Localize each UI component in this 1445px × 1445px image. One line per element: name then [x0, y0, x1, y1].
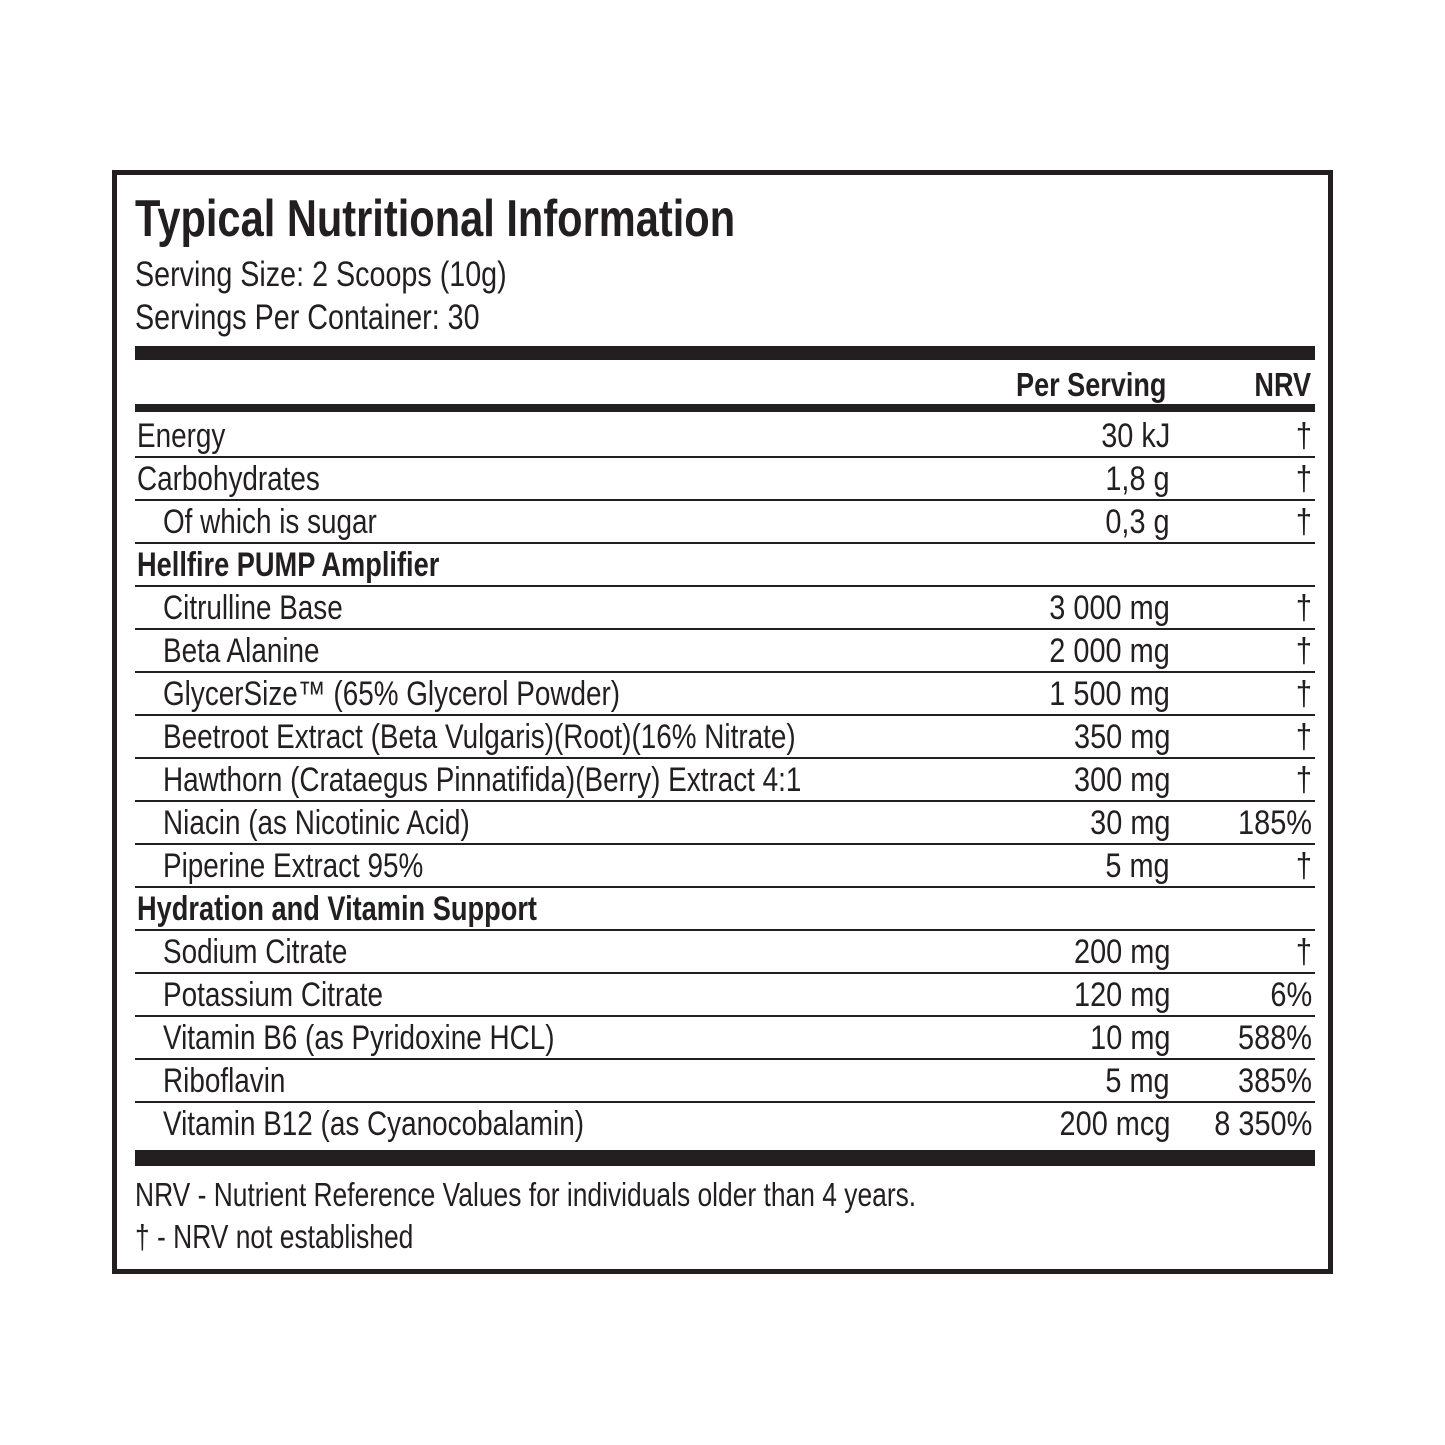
section-title: Hellfire PUMP Amplifier	[137, 546, 440, 584]
nutrient-name: Of which is sugar	[163, 503, 377, 541]
nrv-value: †	[1295, 460, 1312, 498]
nutrient-row	[135, 1103, 1315, 1146]
nrv-value: †	[1295, 718, 1312, 756]
nutrient-row	[135, 415, 1315, 458]
section-header-row	[135, 544, 1315, 587]
nutrient-row	[135, 845, 1315, 888]
column-header-per-serving: Per Serving	[1015, 366, 1166, 403]
nrv-footnote: NRV - Nutrient Reference Values for individuals older than 4 years.	[135, 1176, 917, 1213]
nrv-value: †	[1295, 417, 1312, 455]
header-divider-bottom	[135, 404, 1315, 412]
nutrient-name: Riboflavin	[163, 1062, 286, 1100]
nutrient-row	[135, 587, 1315, 630]
nutrient-table	[135, 415, 1315, 1146]
nutrient-name: Niacin (as Nicotinic Acid)	[163, 804, 470, 842]
serving-size: Serving Size: 2 Scoops (10g)	[135, 255, 507, 294]
per-serving-value: 5 mg	[1105, 1062, 1170, 1100]
per-serving-value: 3 000 mg	[1049, 589, 1170, 627]
nutrient-name: Potassium Citrate	[163, 976, 384, 1014]
nutrient-name: Hawthorn (Crataegus Pinnatifida)(Berry) Extract 4:1	[163, 761, 802, 799]
section-header-row	[135, 888, 1315, 931]
nutrition-panel	[112, 170, 1333, 1274]
nutrient-row	[135, 974, 1315, 1017]
per-serving-value: 30 kJ	[1100, 417, 1170, 455]
nrv-value: †	[1295, 675, 1312, 713]
nrv-value: 385%	[1238, 1062, 1312, 1100]
nrv-value: †	[1295, 632, 1312, 670]
nutrient-row	[135, 716, 1315, 759]
per-serving-value: 1 500 mg	[1049, 675, 1170, 713]
per-serving-value: 300 mg	[1073, 761, 1170, 799]
per-serving-value: 200 mg	[1073, 933, 1170, 971]
nutrient-row	[135, 673, 1315, 716]
nutrient-name: GlycerSize™ (65% Glycerol Powder)	[163, 675, 621, 713]
nutrient-name: Vitamin B6 (as Pyridoxine HCL)	[163, 1019, 555, 1057]
nrv-value: 6%	[1270, 976, 1312, 1014]
nutrient-row	[135, 458, 1315, 501]
per-serving-value: 5 mg	[1105, 847, 1170, 885]
nrv-value: 588%	[1238, 1019, 1312, 1057]
nrv-value: †	[1295, 933, 1312, 971]
nutrient-name: Citrulline Base	[163, 589, 343, 627]
nutrient-row	[135, 802, 1315, 845]
nutrient-row	[135, 931, 1315, 974]
per-serving-value: 1,8 g	[1105, 460, 1170, 498]
nrv-value: †	[1295, 847, 1312, 885]
nrv-value: †	[1295, 761, 1312, 799]
dagger-footnote: † - NRV not established	[135, 1218, 414, 1255]
panel-title: Typical Nutritional Information	[135, 190, 736, 248]
nutrient-name: Energy	[137, 417, 226, 455]
nutrient-row	[135, 630, 1315, 673]
nrv-value: 8 350%	[1213, 1105, 1312, 1143]
nutrient-name: Carbohydrates	[137, 460, 320, 498]
nrv-value: 185%	[1238, 804, 1312, 842]
per-serving-value: 2 000 mg	[1049, 632, 1170, 670]
footer-divider	[135, 1150, 1315, 1166]
servings-per-container: Servings Per Container: 30	[135, 298, 480, 337]
column-header-nrv: NRV	[1254, 366, 1311, 403]
nutrient-row	[135, 501, 1315, 544]
per-serving-value: 120 mg	[1073, 976, 1170, 1014]
nutrient-row	[135, 1017, 1315, 1060]
nutrient-row	[135, 759, 1315, 802]
nutrient-name: Beetroot Extract (Beta Vulgaris)(Root)(16% Nitrate)	[163, 718, 796, 756]
nutrient-row	[135, 1060, 1315, 1103]
per-serving-value: 0,3 g	[1105, 503, 1170, 541]
nrv-value: †	[1295, 589, 1312, 627]
header-divider-top	[135, 346, 1315, 360]
per-serving-value: 30 mg	[1089, 804, 1170, 842]
nrv-value: †	[1295, 503, 1312, 541]
per-serving-value: 200 mcg	[1059, 1105, 1170, 1143]
nutrient-name: Sodium Citrate	[163, 933, 348, 971]
nutrient-name: Beta Alanine	[163, 632, 320, 670]
per-serving-value: 10 mg	[1089, 1019, 1170, 1057]
per-serving-value: 350 mg	[1073, 718, 1170, 756]
nutrient-name: Vitamin B12 (as Cyanocobalamin)	[163, 1105, 584, 1143]
nutrient-name: Piperine Extract 95%	[163, 847, 424, 885]
section-title: Hydration and Vitamin Support	[137, 890, 537, 928]
